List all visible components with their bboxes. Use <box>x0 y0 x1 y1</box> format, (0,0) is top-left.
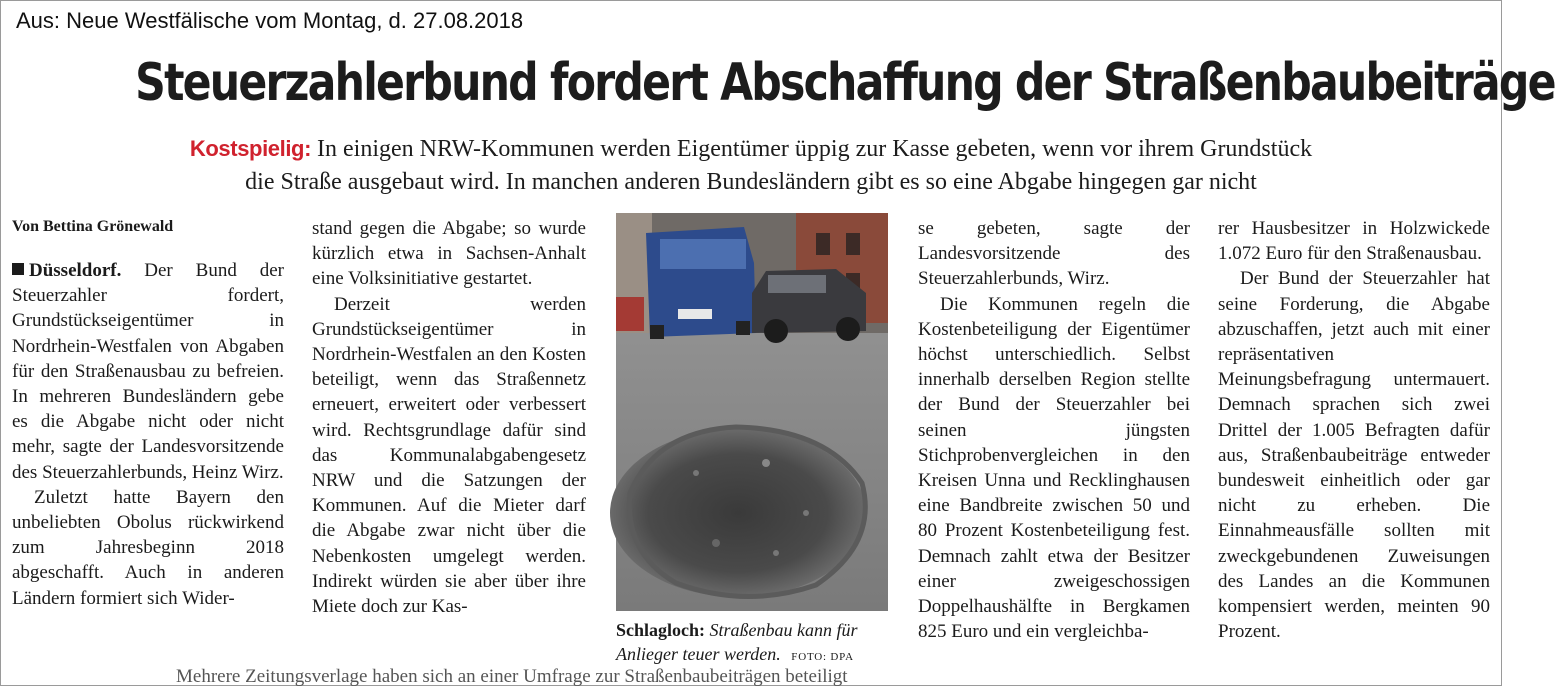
article-column-4 <box>918 216 1190 644</box>
paragraph: Derzeit werden Grundstückseigentümer in Nordrhein-Westfalen an den Kosten beteiligt, wenn das Straßennetz erneuert, erweitert oder verbessert wird. Rechtsgrundlage dafür sind das Kommunalabgabengesetz NRW und die Satzungen der Kommunen. Auf die Mieter darf die Abgabe zwar nicht über die Nebenkosten umgelegt werden. Indirekt würden sie aber über ihre Miete doch zur Kas- <box>312 293 586 618</box>
source-line: Aus: Neue Westfälische vom Montag, d. 27.08.2018 <box>16 8 524 33</box>
square-bullet-icon <box>12 263 24 275</box>
caption-text: Straßenbau kann für Anlieger teuer werden. <box>616 620 858 664</box>
paragraph: Der Bund der Steuerzahler hat seine Forderung, die Abgabe abzuschaffen, jetzt auch mit einer repräsentativen Meinungsbefragung untermauert. Demnach sprachen sich zwei Drittel der 1.005 Befragten dafür aus, Straßenbaubeiträge entweder bundesweit einheitlich oder gar nicht zu erheben. Die Einnahmeausfälle sollten mit zweckgebundenen Zuweisungen des Landes an die Kommunen kompensiert werden, meinten 90 Prozent. <box>1218 268 1490 643</box>
pothole-photo <box>616 213 888 611</box>
photo-credit: FOTO: DPA <box>791 651 854 663</box>
pothole-photo-illustration <box>616 213 888 611</box>
byline: Von Bettina Grönewald <box>12 218 174 235</box>
subhead-kicker: Kostspielig: <box>189 136 312 161</box>
caption-lead: Schlagloch: <box>616 620 706 640</box>
paragraph: stand gegen die Abgabe; so wurde kürzlich etwa in Sachsen-Anhalt eine Volksinitiative gestartet. <box>312 218 586 290</box>
cutoff-text: Mehrere Zeitungsverlage haben sich an einer Umfrage zur Straßenbaubeiträgen beteiligt <box>176 666 848 687</box>
paragraph: rer Hausbesitzer in Holzwickede 1.072 Euro für den Straßenausbau. <box>1218 218 1490 265</box>
paragraph <box>12 258 284 485</box>
paragraph: Zuletzt hatte Bayern den unbeliebten Obolus rückwirkend zum Jahresbeginn 2018 abgeschafft. Auch in anderen Ländern formiert sich Wider- <box>12 486 284 609</box>
paragraph: se gebeten, sagte der Landesvorsitzende des Steuerzahlerbunds, Wirz. <box>918 218 1190 290</box>
subhead-line-2: die Straße ausgebaut wird. In manchen anderen Bundesländern gibt es so eine Abgabe hingegen gar nicht <box>245 169 1257 195</box>
article-column-2 <box>312 216 586 619</box>
subhead <box>40 132 1462 199</box>
cutoff-text-line <box>168 666 892 687</box>
subhead-line-1: In einigen NRW-Kommunen werden Eigentümer üppig zur Kasse gebeten, wenn vor ihrem Grundstück <box>317 136 1313 162</box>
article-column-1 <box>12 216 284 611</box>
paragraph-text: Der Bund der Steuerzahler fordert, Grundstückseigentümer in Nordrhein-Westfalen von Abgaben für den Straßenausbau zu befreien. In mehreren Bundesländern gebe es die Abgabe nicht oder nicht mehr, sagte der Landesvorsitzende des Steuerzahlerbunds, Heinz Wirz. <box>12 260 284 483</box>
paragraph: Die Kommunen regeln die Kostenbeteiligung der Eigentümer höchst unterschiedlich. Selbst innerhalb derselben Region stellte der Bund der Steuerzahler bei seinen jüngsten Stichprobenvergleichen in den Kreisen Unna und Recklinghausen eine Bandbreite zwischen 50 und 80 Prozent Kostenbeteiligung fest. Demnach zahlt etwa der Besitzer einer zweigeschossigen Doppelhaushälfte in Bergkamen 825 Euro und ein vergleichba- <box>918 293 1190 643</box>
photo-caption <box>616 618 892 669</box>
headline: Steuerzahlerbund fordert Abschaffung der Straßenbaubeiträge <box>135 53 1555 113</box>
dateline: Düsseldorf. <box>29 260 122 281</box>
article-column-5 <box>1218 216 1490 644</box>
